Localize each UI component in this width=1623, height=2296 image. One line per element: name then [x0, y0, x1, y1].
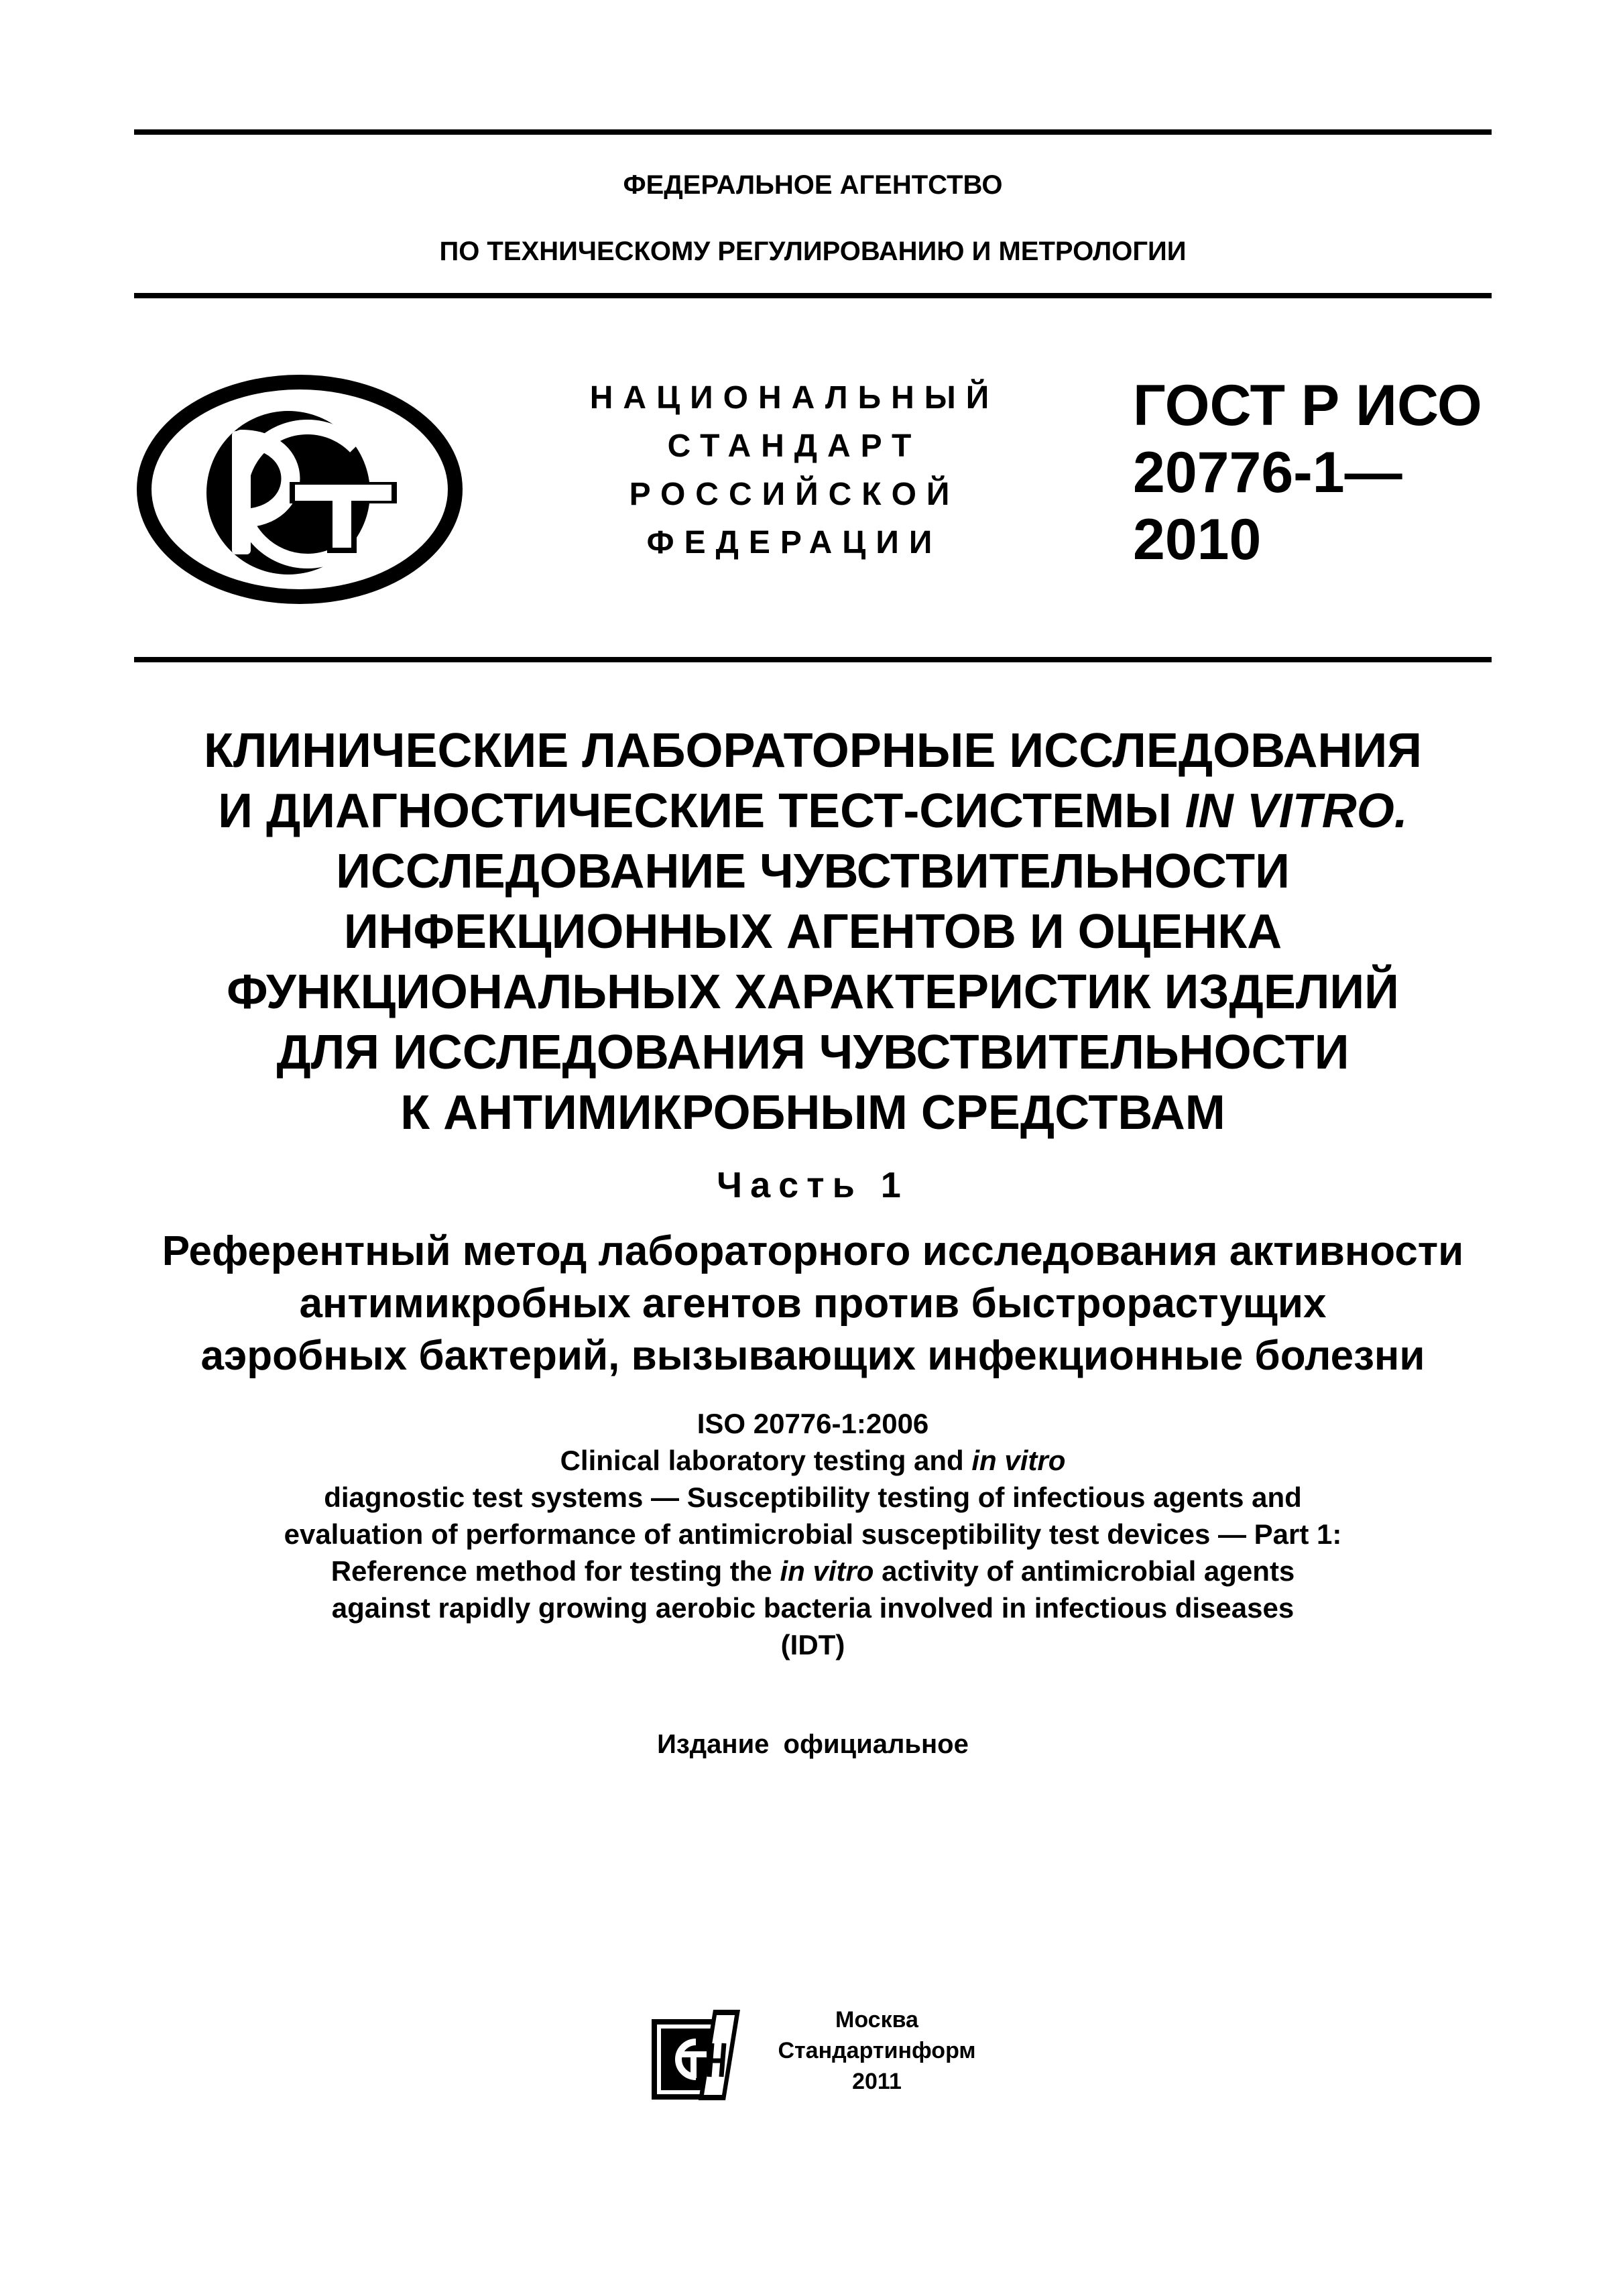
title-line-7: К АНТИМИКРОБНЫМ СРЕДСТВАМ — [400, 1086, 1225, 1140]
iso-line-4 — [134, 1553, 1492, 1589]
title-line-2-italic: IN VITRO. — [1185, 784, 1408, 838]
national-line-1: НАЦИОНАЛЬНЫЙ — [589, 380, 1000, 416]
publisher-city: Москва — [835, 2007, 918, 2033]
document-subtitle — [134, 1225, 1492, 1382]
agency-line-1: ФЕДЕРАЛЬНОЕ АГЕНТСТВО — [623, 170, 1003, 200]
iso-line-1-text: Clinical laboratory testing and — [560, 1445, 972, 1476]
title-line-2-text: И ДИАГНОСТИЧЕСКИЕ ТЕСТ-СИСТЕМЫ — [218, 784, 1185, 838]
title-line-3: ИССЛЕДОВАНИЕ ЧУВСТВИТЕЛЬНОСТИ — [336, 845, 1290, 898]
title-line-4: ИНФЕКЦИОННЫХ АГЕНТОВ И ОЦЕНКА — [343, 905, 1282, 959]
iso-line-4-text-b: activity of antimicrobial agents — [874, 1555, 1295, 1587]
iso-line-1-italic: in vitro — [971, 1445, 1066, 1476]
agency-rule — [134, 293, 1492, 298]
standartinform-logo — [652, 2010, 740, 2100]
top-rule — [134, 129, 1492, 135]
iso-line-2: diagnostic test systems — Susceptibility testing of infectious agents and — [324, 1482, 1302, 1513]
designation-line-2: 20776-1— — [1133, 440, 1402, 505]
iso-code: ISO 20776-1:2006 — [697, 1408, 929, 1439]
official-edition: Издание официальное — [657, 1730, 969, 1759]
header-rule — [134, 657, 1492, 662]
title-line-6: ДЛЯ ИССЛЕДОВАНИЯ ЧУВСТВИТЕЛЬНОСТИ — [276, 1026, 1349, 1079]
publisher-year: 2011 — [852, 2069, 902, 2094]
national-standard-block — [573, 374, 1016, 567]
part-number: Часть 1 — [717, 1165, 909, 1205]
publisher-block — [763, 2004, 991, 2097]
national-line-4: ФЕДЕРАЦИИ — [646, 525, 943, 560]
title-line-2 — [134, 781, 1492, 841]
subtitle-line-3: аэробных бактерий, вызывающих инфекционные болезни — [200, 1333, 1425, 1379]
iso-line-4-italic: in vitro — [780, 1555, 874, 1587]
iso-line-5: against rapidly growing aerobic bacteria involved in infectious diseases — [331, 1592, 1295, 1624]
document-title — [134, 721, 1492, 1143]
national-line-2: СТАНДАРТ — [667, 428, 922, 464]
standard-designation — [1133, 372, 1488, 573]
subtitle-line-1: Референтный метод лабораторного исследования активности — [162, 1228, 1464, 1274]
designation-line-3: 2010 — [1133, 507, 1262, 572]
iso-line-4-text-a: Reference method for testing the — [330, 1555, 780, 1587]
designation-line-1: ГОСТ Р ИСО — [1133, 373, 1482, 438]
iso-line-1 — [134, 1442, 1492, 1479]
national-line-3: РОССИЙСКОЙ — [629, 477, 960, 512]
title-line-5: ФУНКЦИОНАЛЬНЫХ ХАРАКТЕРИСТИК ИЗДЕЛИЙ — [227, 965, 1399, 1019]
agency-line-2: ПО ТЕХНИЧЕСКОМУ РЕГУЛИРОВАНИЮ И МЕТРОЛОГИИ — [439, 237, 1187, 266]
rst-certification-logo — [134, 372, 466, 607]
iso-reference — [134, 1405, 1492, 1663]
publisher-name: Стандартинформ — [778, 2038, 976, 2063]
iso-line-3: evaluation of performance of antimicrobial susceptibility test devices — Part 1: — [284, 1518, 1342, 1550]
subtitle-line-2: антимикробных агентов против быстрорастущих — [299, 1280, 1327, 1327]
title-line-1: КЛИНИЧЕСКИЕ ЛАБОРАТОРНЫЕ ИССЛЕДОВАНИЯ — [203, 724, 1423, 778]
iso-line-6: (IDT) — [780, 1629, 845, 1660]
